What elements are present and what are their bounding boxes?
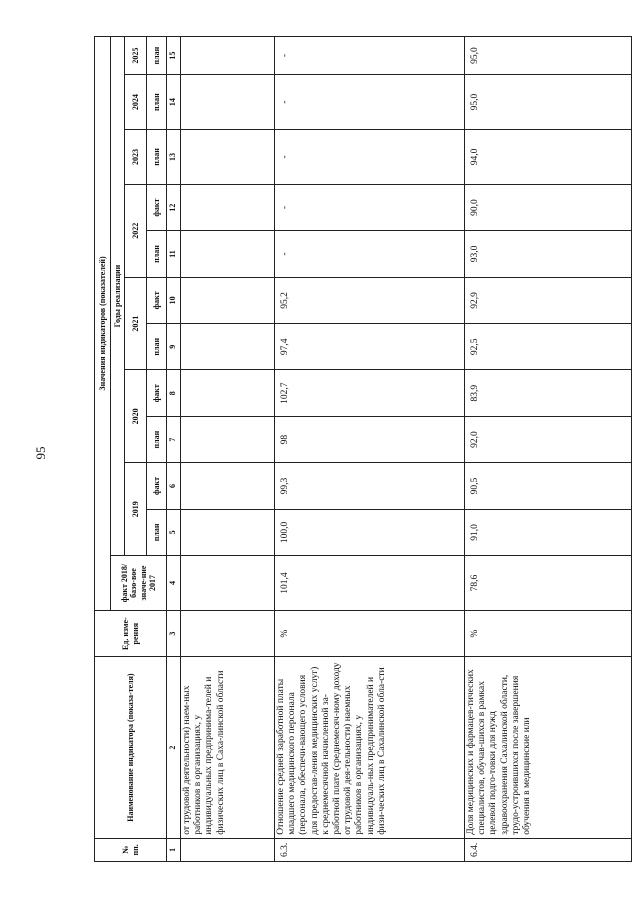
header-unit: Ед. изме-рения bbox=[95, 610, 167, 656]
header-year-2020: 2020 bbox=[125, 370, 147, 463]
row-value bbox=[181, 324, 275, 370]
row-value: 92,0 bbox=[465, 416, 632, 462]
row-value: 91,0 bbox=[465, 509, 632, 555]
table-row bbox=[275, 37, 465, 862]
row-num: 6.4. bbox=[465, 838, 632, 861]
header-plan: план bbox=[147, 75, 167, 130]
row-value: 102,7 bbox=[275, 370, 465, 416]
row-value: - bbox=[275, 184, 465, 230]
header-plan: план bbox=[147, 231, 167, 277]
row-value: 90,0 bbox=[465, 184, 632, 230]
row-value: 101,4 bbox=[275, 556, 465, 611]
indicators-table bbox=[94, 36, 632, 862]
row-value: 98 bbox=[275, 416, 465, 462]
row-value: 95,0 bbox=[465, 75, 632, 130]
row-value bbox=[181, 277, 275, 323]
header-fact: факт bbox=[147, 370, 167, 416]
col-number: 9 bbox=[167, 324, 181, 370]
header-fact: факт bbox=[147, 184, 167, 230]
header-years-group: Годы реализации bbox=[111, 37, 125, 556]
row-value bbox=[181, 37, 275, 75]
row-value bbox=[181, 130, 275, 185]
header-plan: план bbox=[147, 324, 167, 370]
row-value: 95,2 bbox=[275, 277, 465, 323]
row-name: Доля медицинских и фармацев-тических специалистов, обучав-шихся в рамках целевой подго-товки для нужд здравоохранения Сахалинской области, трудо-устроившихся после завершения обучения в медицинские или bbox=[465, 657, 632, 838]
col-number: 12 bbox=[167, 184, 181, 230]
row-num: 6.3. bbox=[275, 838, 465, 861]
header-year-2025: 2025 bbox=[125, 37, 147, 75]
row-unit: % bbox=[465, 610, 632, 656]
header-name: Наименование индикатора (показа-теля) bbox=[95, 657, 167, 838]
col-number: 4 bbox=[167, 556, 181, 611]
row-value bbox=[181, 231, 275, 277]
row-value: 100,0 bbox=[275, 509, 465, 555]
row-value bbox=[181, 75, 275, 130]
row-value: 83,9 bbox=[465, 370, 632, 416]
row-name: Отношение средней заработной платы младшего медицинского персонала (персонала, обеспечи-вающего условия для предостав-ления медицинских услуг) к среднемесячной начисленной за-работной плате (среднемесяч-ному доходу от трудовой дея-тельности) наемных работников в организациях, у индивидуаль-ных предпринимателей и физи-ческих лиц в Сахалинской обла-сти bbox=[275, 657, 465, 838]
row-value: 95,0 bbox=[465, 37, 632, 75]
row-value: 94,0 bbox=[465, 130, 632, 185]
row-value: 78,6 bbox=[465, 556, 632, 611]
header-num: № пп. bbox=[95, 838, 167, 861]
row-value: 92,5 bbox=[465, 324, 632, 370]
header-plan: план bbox=[147, 130, 167, 185]
col-number: 5 bbox=[167, 509, 181, 555]
rotated-table-region bbox=[94, 36, 632, 862]
row-value bbox=[181, 416, 275, 462]
table-wrapper bbox=[94, 36, 632, 862]
col-number: 15 bbox=[167, 37, 181, 75]
row-value: - bbox=[275, 75, 465, 130]
row-value bbox=[181, 463, 275, 509]
col-number: 8 bbox=[167, 370, 181, 416]
header-plan: план bbox=[147, 37, 167, 75]
row-value: 97,4 bbox=[275, 324, 465, 370]
header-base: факт 2018/базо-вое значе-ние 2017 bbox=[111, 556, 167, 611]
page-number: 95 bbox=[33, 446, 48, 460]
header-year-2023: 2023 bbox=[125, 130, 147, 185]
table-row bbox=[465, 37, 632, 862]
row-value: - bbox=[275, 37, 465, 75]
row-value bbox=[181, 509, 275, 555]
header-plan: план bbox=[147, 416, 167, 462]
row-value: 92,9 bbox=[465, 277, 632, 323]
col-number: 7 bbox=[167, 416, 181, 462]
header-fact: факт bbox=[147, 463, 167, 509]
row-value bbox=[181, 556, 275, 611]
header-year-2021: 2021 bbox=[125, 277, 147, 370]
row-value bbox=[181, 184, 275, 230]
row-num bbox=[181, 838, 275, 861]
row-unit bbox=[181, 610, 275, 656]
row-value bbox=[181, 370, 275, 416]
header-year-2022: 2022 bbox=[125, 184, 147, 277]
row-value: 93,0 bbox=[465, 231, 632, 277]
header-values-group: Значения индикаторов (показателей) bbox=[95, 37, 111, 611]
row-value: 90,5 bbox=[465, 463, 632, 509]
col-number: 3 bbox=[167, 610, 181, 656]
col-number: 2 bbox=[167, 657, 181, 838]
col-number: 11 bbox=[167, 231, 181, 277]
header-plan: план bbox=[147, 509, 167, 555]
header-fact: факт bbox=[147, 277, 167, 323]
table-row bbox=[181, 37, 275, 862]
row-name: от трудовой деятельности) наем-ных работников в организациях, у индивидуальных предпринима-телей и физических лиц в Саха-линской области bbox=[181, 657, 275, 838]
column-number-row bbox=[167, 37, 181, 862]
row-value: 99,3 bbox=[275, 463, 465, 509]
row-unit: % bbox=[275, 610, 465, 656]
col-number: 1 bbox=[167, 838, 181, 861]
row-value: - bbox=[275, 231, 465, 277]
col-number: 14 bbox=[167, 75, 181, 130]
col-number: 13 bbox=[167, 130, 181, 185]
header-year-2024: 2024 bbox=[125, 75, 147, 130]
col-number: 6 bbox=[167, 463, 181, 509]
col-number: 10 bbox=[167, 277, 181, 323]
row-value: - bbox=[275, 130, 465, 185]
header-year-2019: 2019 bbox=[125, 463, 147, 556]
